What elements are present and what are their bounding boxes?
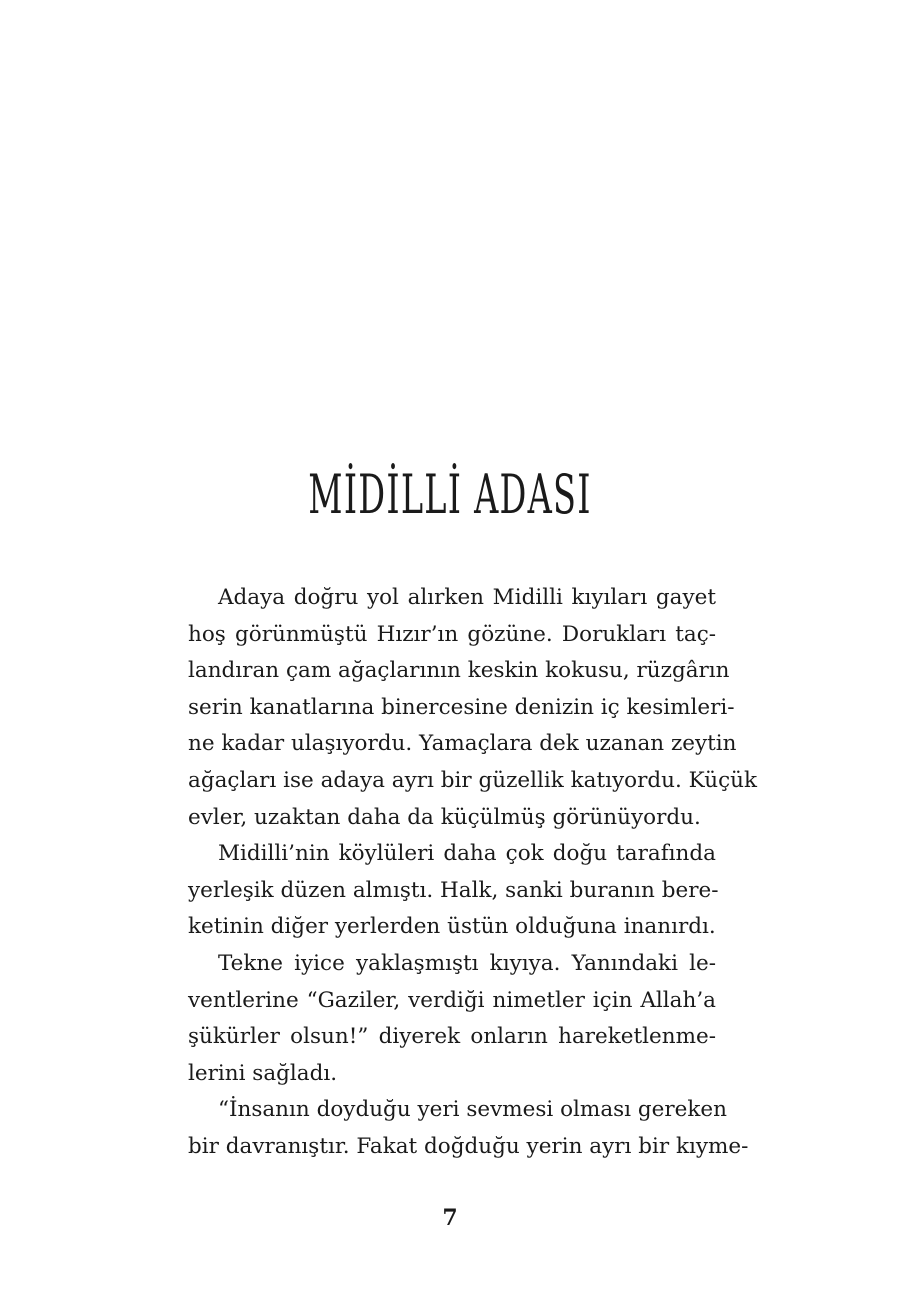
text-line: ağaçları ise adaya ayrı bir güzellik katıyordu. Küçük xyxy=(188,767,758,793)
text-line: Tekne iyice yaklaşmıştı kıyıya. Yanındaki le- xyxy=(218,950,716,976)
body-text xyxy=(188,580,758,1166)
text-line: “İnsanın doyduğu yeri sevmesi olması gereken xyxy=(218,1097,727,1123)
text-line: serin kanatlarına binercesine denizin iç kesimleri- xyxy=(188,694,735,720)
text-line: yerleşik düzen almıştı. Halk, sanki buranın bere- xyxy=(188,877,719,903)
chapter-title: MİDİLLİ ADASI xyxy=(308,463,592,526)
text-line: bir davranıştır. Fakat doğduğu yerin ayrı bir kıyme- xyxy=(188,1133,749,1159)
text-line: lerini sağladı. xyxy=(188,1060,338,1086)
text-line: Adaya doğru yol alırken Midilli kıyıları gayet xyxy=(218,585,716,610)
text-line: ventlerine “Gaziler, verdiği nimetler için Allah’a xyxy=(188,987,716,1013)
text-line: hoş görünmüştü Hızır’ın gözüne. Dorukları taç- xyxy=(188,621,716,647)
text-line: Midilli’nin köylüleri daha çok doğu tarafında xyxy=(218,841,716,867)
text-line: ketinin diğer yerlerden üstün olduğuna inanırdı. xyxy=(188,914,716,940)
page-number: 7 xyxy=(442,1205,458,1231)
text-line: landıran çam ağaçlarının keskin kokusu, rüzgârın xyxy=(188,658,730,684)
text-line: ne kadar ulaşıyordu. Yamaçlara dek uzanan zeytin xyxy=(188,731,737,757)
text-line: şükürler olsun!” diyerek onların hareketlenme- xyxy=(188,1024,716,1050)
text-line: evler, uzaktan daha da küçülmüş görünüyordu. xyxy=(188,804,701,830)
